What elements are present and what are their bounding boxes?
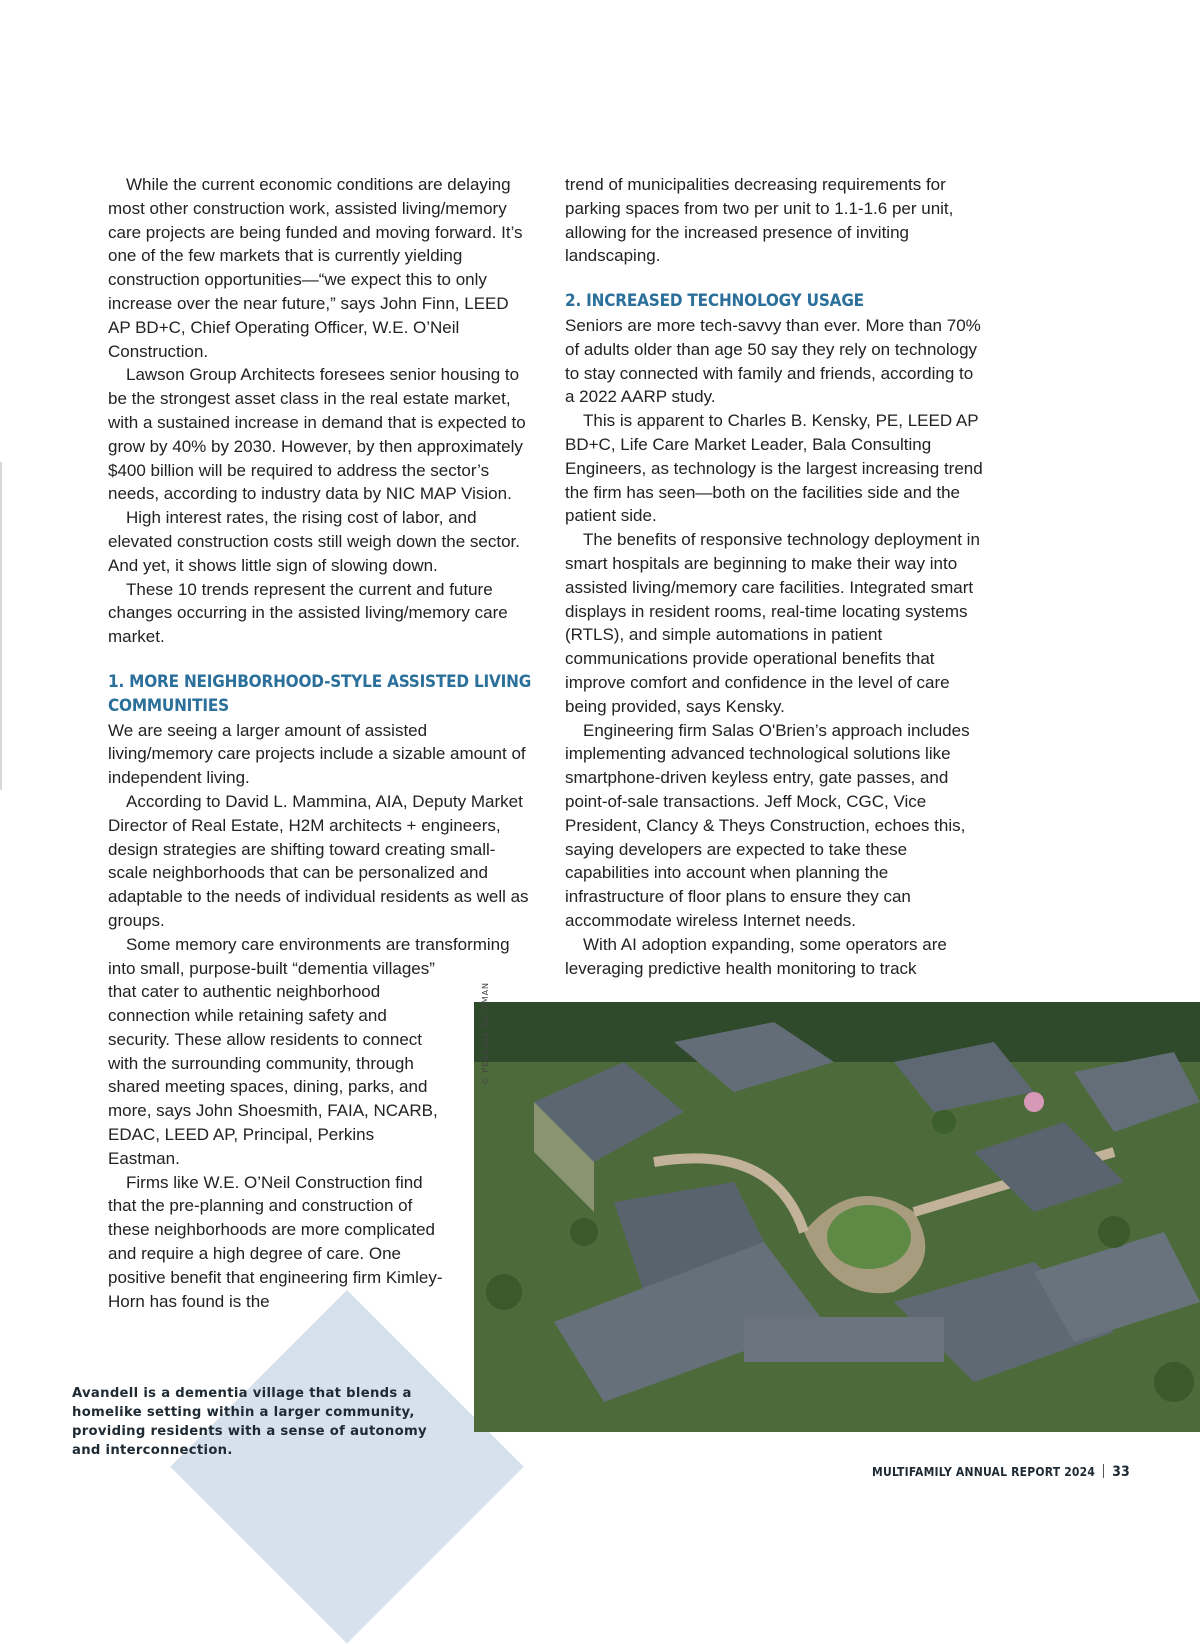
body-paragraph: According to David L. Mammina, AIA, Deputy Market Director of Real Estate, H2M architects + engineers, design strategies are shifting toward creating small-scale neighborhoods that can be personalized and adaptable to the needs of individual residents as well as groups. (108, 791, 529, 930)
page-footer (872, 1464, 1130, 1480)
body-paragraph: trend of municipalities decreasing requirements for parking spaces from two per unit to 1.1-1.6 per unit, allowing for the increased presence of inviting landscaping. (565, 175, 954, 266)
body-paragraph: This is apparent to Charles B. Kensky, PE, LEED AP BD+C, Life Care Market Leader, Bala Consulting Engineers, as technology is the largest increasing trend the firm has seen—both on the facilities side and the patient side. (565, 411, 983, 526)
section-heading-1: 1. MORE NEIGHBORHOOD-STYLE ASSISTED LIVING COMMUNITIES (108, 671, 532, 716)
footer-divider (1103, 1464, 1104, 1478)
body-paragraph: With AI adoption expanding, some operators are leveraging predictive health monitoring to track (565, 934, 947, 978)
body-paragraph: Seniors are more tech-savvy than ever. More than 70% of adults older than age 50 say they rely on technology to stay connected with family and friends, according to a 2022 AARP study. (565, 315, 981, 407)
body-paragraph: We are seeing a larger amount of assisted living/memory care projects include a sizable amount of independent living. (108, 720, 526, 788)
wrapped-text-block (108, 957, 446, 1314)
body-paragraph: Engineering firm Salas O'Brien’s approach includes implementing advanced technological solutions like smartphone-driven keyless entry, gate passes, and point-of-sale transactions. Jeff Mock, CGC, Vice President, Clancy & Theys Construction, echoes this, saying developers are expected to take these capabilities into account when planning the infrastructure of floor plans to ensure they can accommodate wireless Internet needs. (565, 720, 970, 930)
publication-name: MULTIFAMILY ANNUAL REPORT 2024 (872, 1465, 1096, 1479)
body-paragraph: High interest rates, the rising cost of labor, and elevated construction costs still weigh down the sector. And yet, it shows little sign of slowing down. (108, 508, 520, 575)
body-paragraph: While the current economic conditions are delaying most other construction work, assisted living/memory care projects are being funded and moving forward. It’s one of the few markets that is currently yielding construction opportunities—“we expect this to only increase over the near future,” says John Finn, LEED AP BD+C, Chief Operating Officer, W.E. O’Neil Construction. (108, 175, 523, 361)
right-column (565, 173, 985, 980)
body-paragraph: Lawson Group Architects foresees senior housing to be the strongest asset class in the real estate market, with a sustained increase in demand that is expected to grow by 40% by 2030. However, by then approximately $400 billion will be required to address the sector’s needs, according to industry data by NIC MAP Vision. (108, 365, 526, 504)
body-paragraph: The benefits of responsive technology deployment in smart hospitals are beginning to make their way into assisted living/memory care facilities. Integrated smart displays in resident rooms, real-time locating systems (RTLS), and simple automations in patient communications provide operational benefits that improve comfort and confidence in the level of care being provided, says Kensky. (565, 530, 980, 716)
photo-credit: © PERKINS EASTMAN (481, 981, 490, 1085)
page-edge-mark (0, 462, 2, 790)
body-paragraph: These 10 trends represent the current and future changes occurring in the assisted living/memory care market. (108, 579, 508, 647)
body-paragraph: Some memory care environments are transforming (126, 934, 510, 954)
section-heading-2: 2. INCREASED TECHNOLOGY USAGE (565, 291, 864, 312)
village-illustration (474, 1002, 1200, 1432)
body-paragraph: into small, purpose-built “dementia villages” that cater to authentic neighborhood connection while retaining safety and security. These allow residents to connect with the surrounding community, through shared meeting spaces, dining, parks, and more, says John Shoesmith, FAIA, NCARB, EDAC, LEED AP, Principal, Perkins Eastman. (108, 958, 438, 1168)
decorative-diamond (170, 1290, 524, 1644)
dementia-village-aerial-photo (474, 1002, 1200, 1432)
left-column (108, 173, 532, 1313)
photo-caption: Avandell is a dementia village that blends a homelike setting within a larger community, providing residents with a sense of autonomy and interconnection. (72, 1386, 427, 1458)
body-paragraph: Firms like W.E. O’Neil Construction find that the pre-planning and construction of these neighborhoods are more complicated and require a high degree of care. One positive benefit that engineering firm Kimley-Horn has found is the (108, 1172, 443, 1311)
page-number: 33 (1112, 1464, 1130, 1480)
